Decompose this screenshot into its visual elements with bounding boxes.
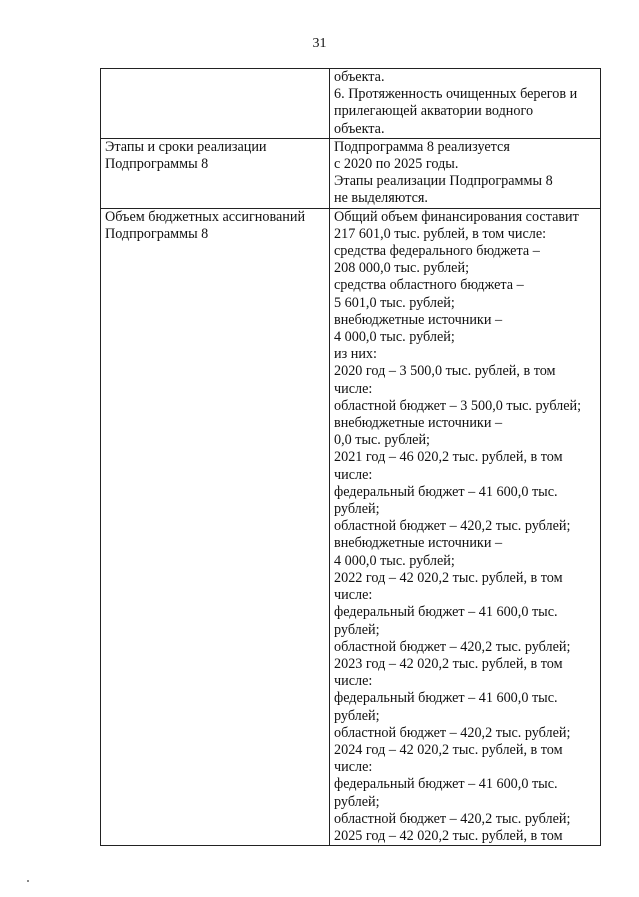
value-line: 208 000,0 тыс. рублей;: [334, 260, 470, 277]
value-line: объекта.: [334, 69, 385, 85]
value-line: средства федерального бюджета –: [334, 243, 540, 260]
value-line: числе:: [334, 759, 373, 776]
value-line: 2025 год – 42 020,2 тыс. рублей, в том: [334, 827, 563, 844]
row-value-cell: [330, 208, 601, 846]
value-line: Этапы реализации Подпрограммы 8: [334, 173, 553, 190]
value-line: 0,0 тыс. рублей;: [334, 432, 430, 449]
value-line: внебюджетные источники –: [334, 535, 503, 552]
table-row: [101, 208, 601, 846]
value-line: не выделяются.: [334, 190, 428, 207]
value-line: 2022 год – 42 020,2 тыс. рублей, в том: [334, 569, 563, 586]
value-line: 2023 год – 42 020,2 тыс. рублей, в том: [334, 655, 563, 672]
value-line: внебюджетные источники –: [334, 415, 503, 432]
row-value-cell: [330, 69, 601, 139]
page-number: 31: [312, 36, 327, 51]
label-line: Подпрограммы 8: [105, 156, 209, 173]
value-line: числе:: [334, 380, 373, 397]
value-line: прилегающей акватории водного: [334, 103, 534, 120]
label-line: Этапы и сроки реализации: [105, 138, 267, 155]
value-line: федеральный бюджет – 41 600,0 тыс.: [334, 483, 558, 500]
value-line: федеральный бюджет – 41 600,0 тыс.: [334, 776, 558, 793]
value-line: федеральный бюджет – 41 600,0 тыс.: [334, 604, 558, 621]
value-line: рублей;: [334, 501, 380, 518]
value-line: с 2020 по 2025 годы.: [334, 156, 459, 173]
table-row: [101, 69, 601, 139]
value-line: из них:: [334, 346, 377, 363]
value-line: Подпрограмма 8 реализуется: [334, 138, 510, 155]
value-line: 4 000,0 тыс. рублей;: [334, 552, 455, 569]
value-line: 2020 год – 3 500,0 тыс. рублей, в том: [334, 363, 556, 380]
table-row: [101, 138, 601, 208]
passport-table: [100, 68, 601, 846]
value-line: числе:: [334, 673, 373, 690]
value-line: внебюджетные источники –: [334, 311, 503, 328]
row-label-cell: [101, 208, 330, 846]
value-line: объекта.: [334, 120, 385, 137]
row-label-cell: [101, 69, 330, 139]
passport-table-body: [101, 69, 601, 846]
value-line: 5 601,0 тыс. рублей;: [334, 294, 455, 311]
label-line: Объем бюджетных ассигнований: [105, 208, 306, 225]
label-line: Подпрограммы 8: [105, 225, 209, 242]
value-line: 4 000,0 тыс. рублей;: [334, 329, 455, 346]
row-value-cell: [330, 138, 601, 208]
value-line: федеральный бюджет – 41 600,0 тыс.: [334, 690, 558, 707]
value-line: рублей;: [334, 707, 380, 724]
value-line: областной бюджет – 3 500,0 тыс. рублей;: [334, 397, 582, 414]
value-line: 217 601,0 тыс. рублей, в том числе:: [334, 225, 547, 242]
value-line: 6. Протяженность очищенных берегов и: [334, 86, 578, 103]
value-line: 2021 год – 46 020,2 тыс. рублей, в том: [334, 449, 563, 466]
value-line: рублей;: [334, 793, 380, 810]
value-line: 2024 год – 42 020,2 тыс. рублей, в том: [334, 741, 563, 758]
row-label-cell: [101, 138, 330, 208]
value-line: Общий объем финансирования составит: [334, 208, 579, 225]
value-line: средства областного бюджета –: [334, 277, 524, 294]
scan-speck: [27, 880, 29, 882]
value-line: числе:: [334, 587, 373, 604]
value-line: областной бюджет – 420,2 тыс. рублей;: [334, 518, 571, 535]
value-line: рублей;: [334, 621, 380, 638]
value-line: областной бюджет – 420,2 тыс. рублей;: [334, 810, 571, 827]
value-line: областной бюджет – 420,2 тыс. рублей;: [334, 638, 571, 655]
value-line: числе:: [334, 466, 373, 483]
value-line: областной бюджет – 420,2 тыс. рублей;: [334, 724, 571, 741]
